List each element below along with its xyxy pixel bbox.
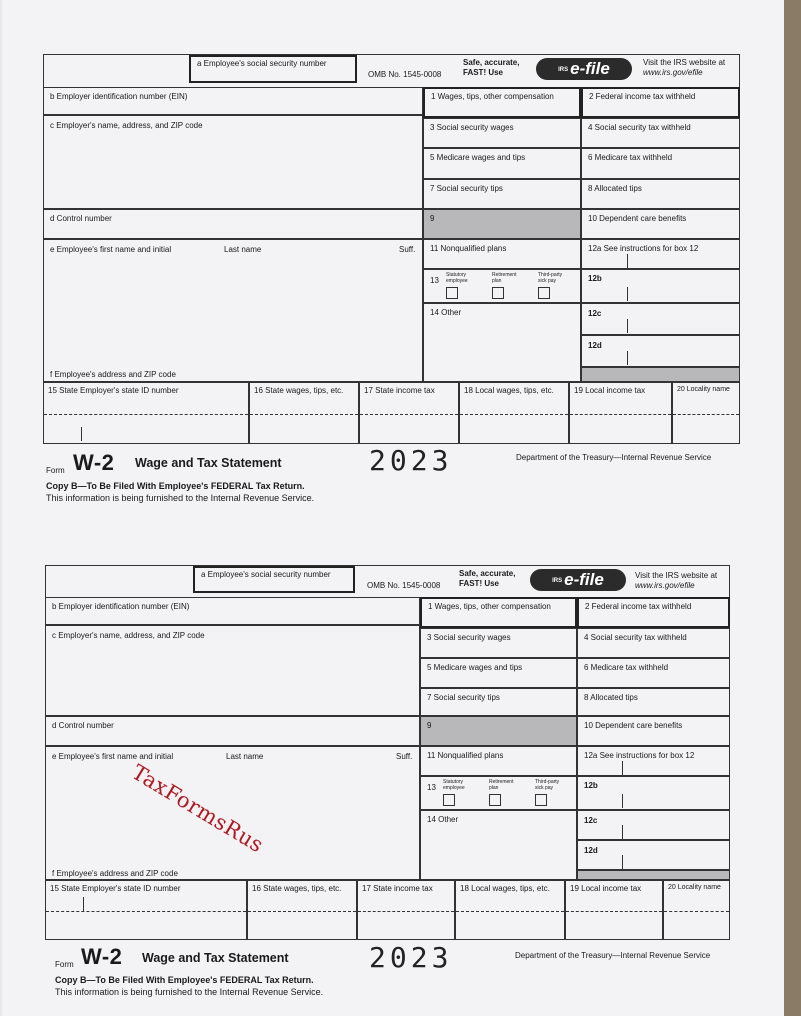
wage-tax-title: Wage and Tax Statement	[142, 951, 289, 965]
employee-name-box[interactable]: e Employee's first name and initial Last name Suff. f Employee's address and ZIP code	[43, 239, 423, 382]
state-id-divider	[81, 427, 82, 441]
ssn-box[interactable]	[189, 55, 357, 83]
box16-state-wages[interactable]: 16 State wages, tips, etc.	[249, 382, 359, 444]
state-row-divider	[44, 414, 248, 415]
box12c-divider	[627, 319, 628, 333]
box12b-divider	[627, 287, 628, 301]
w2-title: W-2	[81, 944, 123, 969]
w2-title: W-2	[73, 450, 115, 475]
box7-ss-tips[interactable]: 7 Social security tips	[420, 688, 577, 716]
box5-medicare-wages[interactable]: 5 Medicare wages and tips	[423, 148, 581, 179]
taxformsrus-watermark: TaxFormsRus	[127, 760, 268, 858]
box20-locality[interactable]: 20 Locality name	[663, 880, 730, 940]
box8-allocated-tips[interactable]: 8 Allocated tips	[581, 179, 740, 209]
box13-checkboxes: 13 Statutory employee Retirement plan Third-party sick pay	[420, 776, 577, 810]
third-party-sick-pay-checkbox[interactable]	[535, 794, 547, 806]
third-party-sick-pay-checkbox[interactable]	[538, 287, 550, 299]
box4-ss-tax[interactable]: 4 Social security tax withheld	[577, 628, 730, 658]
state-wages-divider	[248, 911, 356, 912]
box6-medicare-tax[interactable]: 6 Medicare tax withheld	[577, 658, 730, 688]
box14-other[interactable]: 14 Other	[423, 303, 581, 382]
box11-nonqualified[interactable]: 11 Nonqualified plans	[423, 239, 581, 269]
box1-wages[interactable]: 1 Wages, tips, other compensation	[423, 87, 581, 118]
box9-blank: 9	[420, 716, 577, 746]
omb-number: OMB No. 1545-0008	[368, 70, 442, 79]
copy-b-text: Copy B—To Be Filed With Employee's FEDERAL Tax Return.	[46, 481, 305, 491]
safe-text: Safe, accurate,	[463, 58, 520, 67]
wage-tax-title: Wage and Tax Statement	[135, 456, 282, 470]
control-number-box[interactable]: d Control number	[43, 209, 423, 239]
control-number-box[interactable]: d Control number	[45, 716, 420, 746]
tax-year: 2023	[369, 941, 453, 974]
local-wages-divider	[456, 911, 564, 912]
irs-info-text: This information is being furnished to the Internal Revenue Service.	[55, 987, 324, 997]
state-id-divider	[83, 897, 84, 911]
box4-ss-tax[interactable]: 4 Social security tax withheld	[581, 118, 740, 148]
irs-efile-logo: IRS e-file	[536, 58, 632, 80]
locality-divider	[664, 911, 729, 912]
employer-name-box[interactable]: c Employer's name, address, and ZIP code	[43, 115, 423, 209]
box5-medicare-wages[interactable]: 5 Medicare wages and tips	[420, 658, 577, 688]
local-tax-divider	[570, 414, 671, 415]
irs-url: www.irs.gov/efile	[643, 68, 703, 77]
box12-filler	[577, 870, 730, 880]
irs-efile-logo: IRS e-file	[530, 569, 626, 591]
fast-text: FAST! Use	[463, 68, 504, 77]
ssn-box[interactable]: a Employee's social security number	[193, 566, 355, 593]
box12a-divider	[627, 254, 628, 268]
box12d-divider	[622, 855, 623, 869]
omb-number: OMB No. 1545-0008	[367, 581, 441, 590]
visit-irs-text: Visit the IRS website at	[643, 58, 726, 67]
form-word: Form	[46, 466, 65, 475]
employer-name-box[interactable]: c Employer's name, address, and ZIP code	[45, 625, 420, 716]
box17-state-tax[interactable]: 17 State income tax	[359, 382, 459, 444]
box11-nonqualified[interactable]: 11 Nonqualified plans	[420, 746, 577, 776]
box10-dependent-care[interactable]: 10 Dependent care benefits	[581, 209, 740, 239]
w2-form-top	[43, 54, 740, 504]
box12b[interactable]: 12b	[577, 776, 730, 810]
visit-irs-text: Visit the IRS website at	[635, 571, 718, 580]
state-wages-divider	[250, 414, 358, 415]
statutory-employee-checkbox[interactable]	[443, 794, 455, 806]
copy-b-text: Copy B—To Be Filed With Employee's FEDERAL Tax Return.	[55, 975, 314, 985]
box12d[interactable]: 12d	[577, 840, 730, 870]
box12d[interactable]: 12d	[581, 335, 740, 367]
box15-state[interactable]: 15 State Employer's state ID number	[45, 880, 247, 940]
tax-year: 2023	[369, 444, 453, 477]
box1-wages[interactable]: 1 Wages, tips, other compensation	[420, 597, 577, 628]
employee-name-box[interactable]: e Employee's first name and initial Last name Suff. f Employee's address and ZIP code	[45, 746, 420, 880]
box17-state-tax[interactable]: 17 State income tax	[357, 880, 455, 940]
box7-ss-tips[interactable]: 7 Social security tips	[423, 179, 581, 209]
local-wages-divider	[460, 414, 568, 415]
ein-box[interactable]: b Employer identification number (EIN)	[45, 597, 420, 625]
fast-text: FAST! Use	[459, 579, 500, 588]
box12d-divider	[627, 351, 628, 365]
box3-ss-wages[interactable]: 3 Social security wages	[423, 118, 581, 148]
box14-other[interactable]: 14 Other	[420, 810, 577, 880]
background-edge	[784, 0, 801, 1016]
box10-dependent-care[interactable]: 10 Dependent care benefits	[577, 716, 730, 746]
department-text: Department of the Treasury—Internal Revenue Service	[516, 453, 712, 462]
box3-ss-wages[interactable]: 3 Social security wages	[420, 628, 577, 658]
box12b[interactable]: 12b	[581, 269, 740, 303]
box15-state[interactable]: 15 State Employer's state ID number	[43, 382, 249, 444]
box19-local-tax[interactable]: 19 Local income tax	[569, 382, 672, 444]
box18-local-wages[interactable]: 18 Local wages, tips, etc.	[455, 880, 565, 940]
irs-url: www.irs.gov/efile	[635, 581, 695, 590]
box6-medicare-tax[interactable]: 6 Medicare tax withheld	[581, 148, 740, 179]
box12a-divider	[622, 761, 623, 775]
form-word: Form	[55, 960, 74, 969]
ssn-label: a Employee's social security number	[197, 59, 327, 68]
statutory-employee-checkbox[interactable]	[446, 287, 458, 299]
box12c[interactable]: 12c	[581, 303, 740, 335]
box9-blank: 9	[423, 209, 581, 239]
local-tax-divider	[566, 911, 662, 912]
box2-federal-tax[interactable]: 2 Federal income tax withheld	[581, 87, 740, 118]
ein-box[interactable]: b Employer identification number (EIN)	[43, 87, 423, 115]
box18-local-wages[interactable]: 18 Local wages, tips, etc.	[459, 382, 569, 444]
box12c-divider	[622, 825, 623, 839]
box12c[interactable]: 12c	[577, 810, 730, 840]
safe-text: Safe, accurate,	[459, 569, 516, 578]
box8-allocated-tips[interactable]: 8 Allocated tips	[577, 688, 730, 716]
box12a[interactable]: 12a See instructions for box 12	[577, 746, 730, 776]
box13-checkboxes: 13 Statutory employee Retirement plan Third-party sick pay	[423, 269, 581, 303]
box19-local-tax[interactable]: 19 Local income tax	[565, 880, 663, 940]
box12a[interactable]: 12a See instructions for box 12	[581, 239, 740, 269]
box12-filler	[581, 367, 740, 382]
retirement-plan-checkbox[interactable]	[489, 794, 501, 806]
box12b-divider	[622, 794, 623, 808]
state-tax-divider	[358, 911, 454, 912]
retirement-plan-checkbox[interactable]	[492, 287, 504, 299]
department-text: Department of the Treasury—Internal Revenue Service	[515, 951, 711, 960]
locality-divider	[673, 414, 739, 415]
box2-federal-tax[interactable]: 2 Federal income tax withheld	[577, 597, 730, 628]
irs-info-text: This information is being furnished to the Internal Revenue Service.	[46, 493, 315, 503]
box20-locality[interactable]: 20 Locality name	[672, 382, 740, 444]
box16-state-wages[interactable]: 16 State wages, tips, etc.	[247, 880, 357, 940]
state-tax-divider	[360, 414, 458, 415]
state-row-divider	[46, 911, 246, 912]
